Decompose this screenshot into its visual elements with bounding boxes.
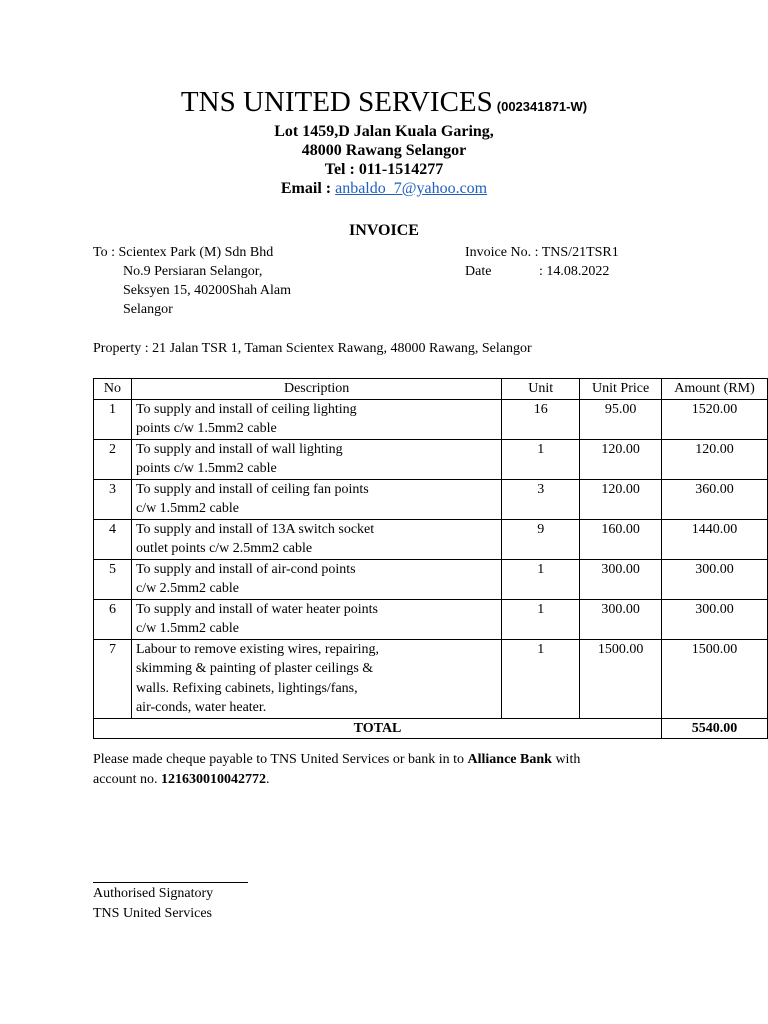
cell-amount: 300.00: [662, 559, 768, 599]
cell-unit: 3: [502, 479, 580, 519]
cell-no: 4: [94, 519, 132, 559]
table-row: [94, 519, 768, 559]
cell-description: To supply and install of water heater points c/w 1.5mm2 cable: [131, 599, 501, 639]
recipient-line3: Seksyen 15, 40200Shah Alam: [123, 283, 291, 298]
items-table: [93, 378, 768, 739]
cell-unit: 1: [502, 639, 580, 718]
table-header-row: [94, 379, 768, 400]
email-label: Email :: [280, 180, 336, 197]
company-name: TNS UNITED SERVICES: [180, 86, 493, 118]
cell-unit-price: 95.00: [580, 399, 662, 439]
invoice-date-label: Date: [465, 264, 492, 279]
invoice-date-value: : 14.08.2022: [539, 264, 610, 279]
bank-name: Alliance Bank: [467, 752, 552, 767]
col-header-unit: Unit: [502, 379, 580, 400]
col-header-unit-price: Unit Price: [580, 379, 662, 400]
total-value: 5540.00: [662, 718, 768, 739]
company-reg-no: (002341871-W): [496, 99, 588, 114]
cell-no: 2: [94, 439, 132, 479]
col-header-description: Description: [131, 379, 501, 400]
company-address-line2: 48000 Rawang Selangor: [301, 142, 467, 159]
signature-line: [93, 882, 248, 883]
signatory-company: TNS United Services: [93, 906, 212, 921]
email-link[interactable]: anbaldo_7@yahoo.com: [335, 180, 488, 197]
cell-amount: 1440.00: [662, 519, 768, 559]
cell-amount: 300.00: [662, 599, 768, 639]
payment-note-line2: [93, 772, 270, 788]
cell-description: To supply and install of 13A switch socket outlet points c/w 2.5mm2 cable: [131, 519, 501, 559]
table-row: [94, 439, 768, 479]
cell-description: To supply and install of wall lighting points c/w 1.5mm2 cable: [131, 439, 501, 479]
property-address: Property : 21 Jalan TSR 1, Taman Scientex Rawang, 48000 Rawang, Selangor: [93, 341, 532, 356]
cell-no: 1: [94, 399, 132, 439]
company-email-line: [0, 180, 768, 198]
cell-amount: 1520.00: [662, 399, 768, 439]
company-address-line1: Lot 1459,D Jalan Kuala Garing,: [274, 123, 494, 140]
recipient-line4: Selangor: [123, 302, 173, 317]
company-header: [0, 86, 768, 119]
cell-unit-price: 300.00: [580, 599, 662, 639]
cell-unit: 9: [502, 519, 580, 559]
recipient-line1: To : Scientex Park (M) Sdn Bhd: [93, 245, 274, 260]
cell-unit-price: 120.00: [580, 439, 662, 479]
recipient-line2: No.9 Persiaran Selangor,: [123, 264, 263, 279]
invoice-no-value: TNS/21TSR1: [541, 245, 619, 260]
total-row: [94, 718, 768, 739]
total-label: TOTAL: [94, 718, 662, 739]
cell-unit-price: 160.00: [580, 519, 662, 559]
account-prefix: account no.: [93, 772, 162, 787]
cell-amount: 120.00: [662, 439, 768, 479]
cell-no: 6: [94, 599, 132, 639]
invoice-title: INVOICE: [349, 222, 419, 239]
company-tel: Tel : 011-1514277: [324, 161, 444, 178]
payment-note-line1: [93, 752, 580, 768]
cell-unit-price: 1500.00: [580, 639, 662, 718]
table-row: [94, 599, 768, 639]
invoice-no: [465, 245, 619, 261]
cell-amount: 360.00: [662, 479, 768, 519]
payment-text: Please made cheque payable to TNS United Services or bank in to: [93, 752, 468, 767]
cell-unit-price: 120.00: [580, 479, 662, 519]
cell-unit: 16: [502, 399, 580, 439]
cell-description: To supply and install of air-cond points c/w 2.5mm2 cable: [131, 559, 501, 599]
cell-unit: 1: [502, 599, 580, 639]
cell-amount: 1500.00: [662, 639, 768, 718]
signatory-title: Authorised Signatory: [93, 886, 214, 901]
cell-unit-price: 300.00: [580, 559, 662, 599]
cell-no: 5: [94, 559, 132, 599]
cell-description: To supply and install of ceiling fan points c/w 1.5mm2 cable: [131, 479, 501, 519]
payment-text-end: with: [551, 752, 581, 767]
col-header-amount: Amount (RM): [662, 379, 768, 400]
cell-unit: 1: [502, 439, 580, 479]
invoice-no-label: Invoice No. :: [465, 245, 542, 260]
cell-no: 3: [94, 479, 132, 519]
table-row: [94, 559, 768, 599]
table-row: [94, 399, 768, 439]
table-row: [94, 479, 768, 519]
table-row: [94, 639, 768, 718]
cell-no: 7: [94, 639, 132, 718]
account-suffix: .: [266, 772, 270, 787]
col-header-no: No: [94, 379, 132, 400]
account-number: 121630010042772: [161, 772, 267, 787]
cell-description: Labour to remove existing wires, repairing, skimming & painting of plaster ceilings & walls. Refixing cabinets, lightings/fans, air-conds, water heater.: [131, 639, 501, 718]
cell-unit: 1: [502, 559, 580, 599]
cell-description: To supply and install of ceiling lighting points c/w 1.5mm2 cable: [131, 399, 501, 439]
